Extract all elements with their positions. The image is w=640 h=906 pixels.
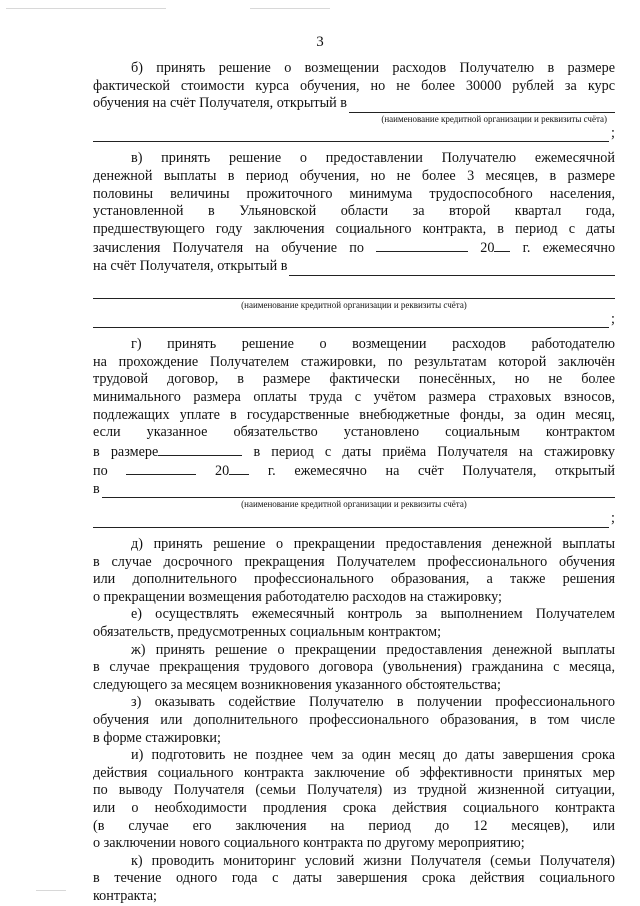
text-span: в размере: [93, 443, 159, 460]
year-span: [480, 240, 510, 256]
document-body: [93, 60, 615, 906]
text-line: фактической стоимости курса обучения, но не более 30000 рублей за курс: [93, 77, 615, 94]
text-line-last: контракта;: [93, 887, 157, 904]
scan-artifact: [250, 8, 330, 9]
text-line: г) принять решение о возмещении расходов работодателю: [131, 336, 615, 353]
text-line: обучения или дополнительного профессионального образования, в том числе: [93, 712, 615, 728]
account-blank-line[interactable]: [93, 513, 609, 528]
text-span: г. ежемесячно: [522, 240, 616, 257]
field-caption: (наименование кредитной организации и реквизиты счёта): [381, 113, 607, 124]
account-blank-line[interactable]: [349, 98, 615, 113]
account-fill-row: [93, 95, 615, 113]
obligation-item: [93, 694, 615, 747]
size-span: [93, 444, 242, 460]
account-blank-line[interactable]: [93, 313, 609, 328]
year-text: 20: [480, 240, 495, 257]
account-blank-line[interactable]: [102, 483, 615, 498]
account-continuation-row: [93, 125, 615, 143]
account-fill-row: [93, 258, 615, 276]
obligation-item: [93, 747, 615, 853]
obligations-list: [93, 536, 615, 905]
text-line: по выводу Получателя (семьи Получателя) из трудной жизненной ситуации,: [93, 782, 615, 799]
text-line: если указанное обязательство установлено социальным контрактом: [93, 424, 615, 441]
account-blank-line[interactable]: [93, 284, 615, 299]
obligation-item: [93, 853, 615, 906]
text-line: и) подготовить не позднее чем за один месяц до даты завершения срока: [131, 747, 615, 764]
paragraph-v: [93, 150, 615, 328]
obligation-item: [93, 606, 615, 641]
account-fill-row: [93, 481, 615, 499]
page-number: 3: [316, 34, 324, 50]
text-span: в период с даты приёма Получателя на стажировку: [253, 443, 616, 460]
text-line: в течение одного года с даты завершения срока действия социального: [93, 870, 615, 887]
paragraph-g: [93, 336, 615, 528]
text-line: в случае досрочного прекращения Получателем профессионального обучения: [93, 553, 615, 570]
account-continuation-row: [93, 311, 615, 329]
field-caption: (наименование кредитной организации и реквизиты счёта): [241, 499, 467, 510]
text-line: на прохождение Получателем стажировки, по результатам которой заключён: [93, 353, 615, 370]
text-line-last: о заключении нового социального контракта по другому мероприятию;: [93, 835, 525, 852]
scan-artifact: [36, 890, 66, 891]
text-line: трудовой договор, в размере фактически понесённых, но не более: [93, 371, 615, 388]
scan-artifact: [6, 8, 166, 9]
text-line: ж) принять решение о прекращении предоставления денежной выплаты: [131, 641, 615, 658]
text-line: к) проводить мониторинг условий жизни Получателя (семьи Получателя): [131, 852, 615, 869]
date-line: [93, 238, 615, 258]
date-blank[interactable]: [126, 461, 196, 475]
text-span: г. ежемесячно на счёт Получателя, открытый: [267, 463, 616, 480]
year-blank[interactable]: [494, 238, 510, 252]
obligation-item: [93, 642, 615, 695]
text-line: в: [93, 480, 100, 497]
account-blank-line[interactable]: [93, 127, 609, 142]
text-span: зачисления Получателя на обучение по: [93, 240, 364, 257]
text-line: з) оказывать содействие Получателю в получении профессионального: [131, 694, 615, 711]
date-line: [93, 461, 615, 481]
text-line: минимального размера оплаты труда с учётом размера страховых взносов,: [93, 388, 615, 405]
date-blank[interactable]: [376, 238, 468, 252]
paragraph-b: [93, 60, 615, 142]
text-span: по: [93, 463, 108, 480]
text-line-last: в форме стажировки;: [93, 729, 221, 746]
year-blank[interactable]: [229, 461, 249, 475]
text-line: подлежащих уплате в государственные внебюджетные фонды, за один месяц,: [93, 406, 615, 423]
text-line: действия социального контракта заключение об эффективности принятых мер: [93, 764, 615, 781]
text-line: (в случае его заключения на период до 12 месяцев), или: [93, 817, 615, 834]
year-span: [215, 463, 249, 479]
text-line: б) принять решение о возмещении расходов Получателю в размере: [131, 60, 615, 76]
text-line: д) принять решение о прекращении предоставления денежной выплаты: [131, 536, 615, 553]
text-line: е) осуществлять ежемесячный контроль за выполнением Получателем: [131, 606, 615, 623]
size-line: [93, 442, 615, 462]
text-line-last: следующего за месяцем возникновения указанного обстоятельства;: [93, 676, 501, 693]
account-continuation-row: [93, 510, 615, 528]
text-line-last: обязательств, предусмотренных социальным контрактом;: [93, 624, 442, 641]
amount-blank[interactable]: [158, 442, 242, 456]
field-caption: (наименование кредитной организации и реквизиты счёта): [241, 299, 467, 310]
text-line: или дополнительного профессионального образования, а также решения: [93, 571, 615, 588]
text-line-last: о прекращении возмещения работодателю расходов на стажировку;: [93, 588, 502, 605]
line-end: ;: [611, 510, 615, 527]
year-text: 20: [215, 463, 230, 480]
obligation-item: [93, 536, 615, 606]
line-end: ;: [611, 310, 615, 327]
text-line: в случае прекращения трудового договора (увольнения) гражданина с месяца,: [93, 659, 615, 676]
line-end: ;: [611, 124, 615, 141]
text-line: обучения на счёт Получателя, открытый в: [93, 95, 347, 112]
text-line: установленной в Ульяновской области за второй квартал года,: [93, 203, 615, 220]
text-line: денежной выплаты в период обучения, но не более 3 месяцев, в размере: [93, 167, 615, 184]
account-blank-line[interactable]: [289, 261, 615, 276]
text-line: в) принять решение о предоставлении Получателю ежемесячной: [131, 150, 615, 167]
text-line: или о необходимости продления срока действия социального контракта: [93, 799, 615, 816]
text-line: предшествующего году заключения социального контракта, в период с даты: [93, 220, 615, 237]
text-line: на счёт Получателя, открытый в: [93, 257, 288, 274]
text-line: половины величины прожиточного минимума трудоспособного населения,: [93, 185, 615, 202]
